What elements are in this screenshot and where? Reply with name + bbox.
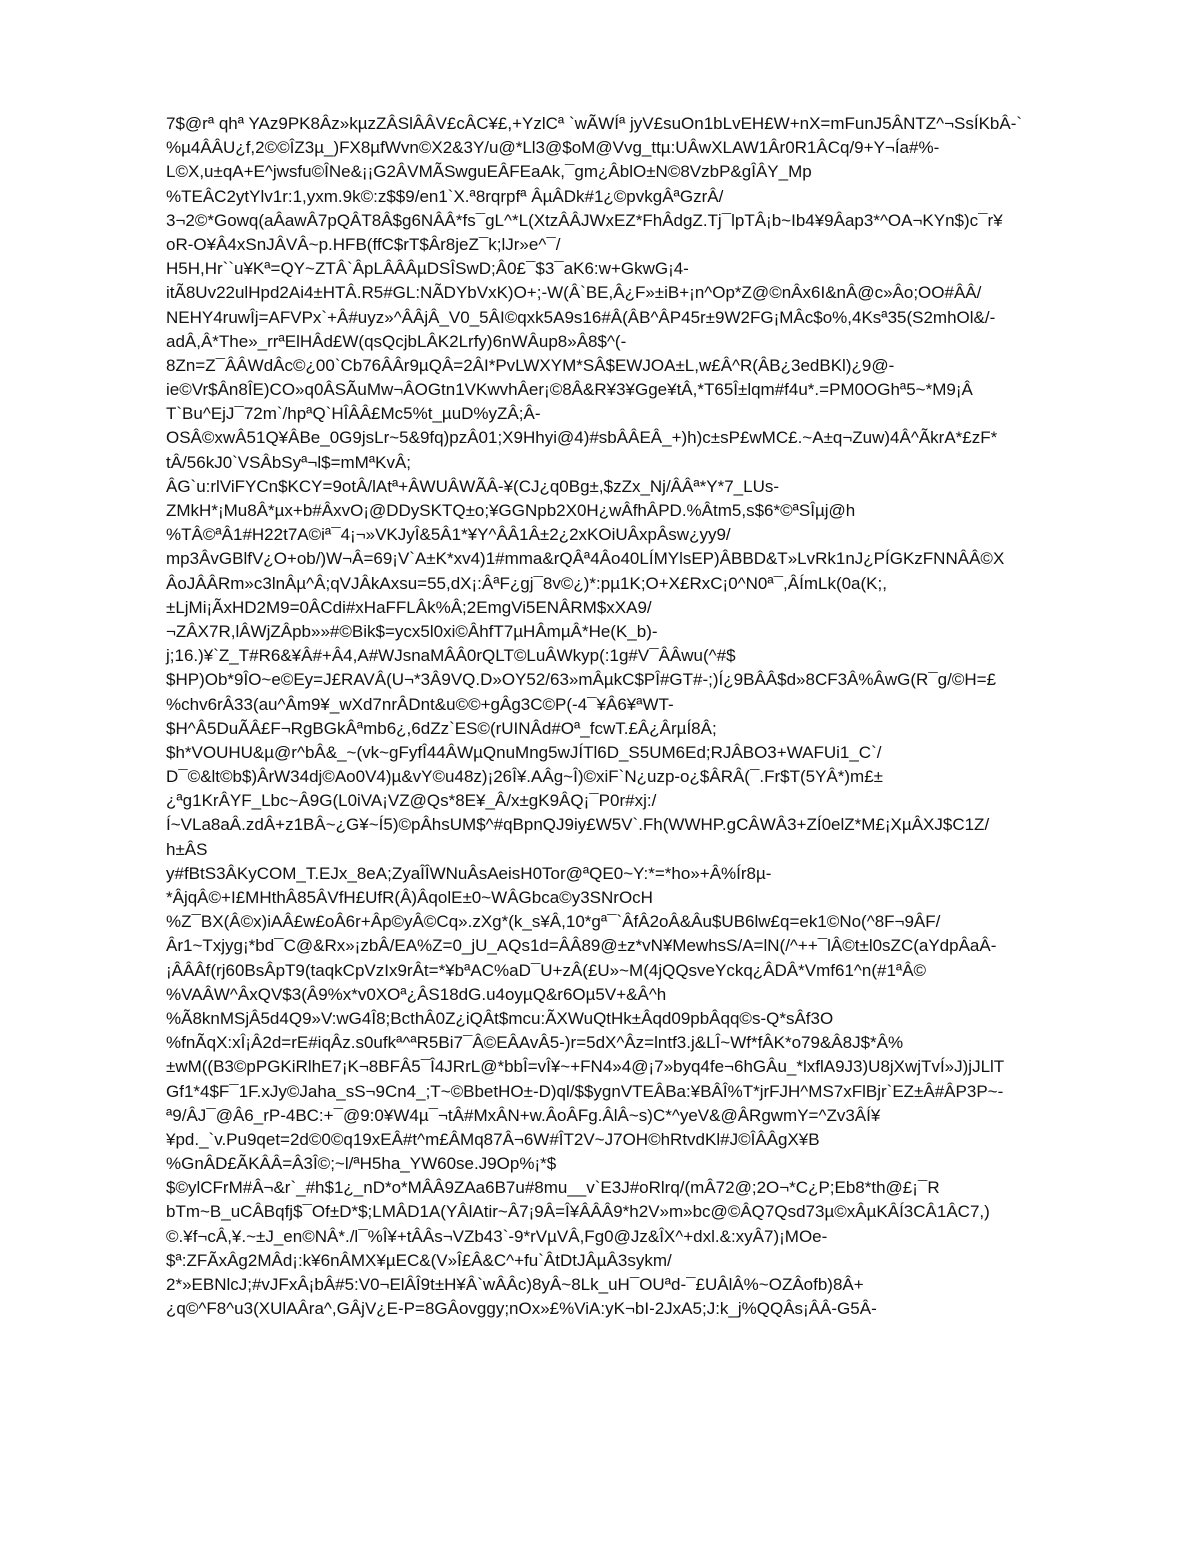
- text-line: y#fBtS3ÂKyCOM_T.EJx_8eA;ZyaÎÎWNuÂsAeisH0Tor@ªQE0~Y:*=*ho»+Â%Ír8µ-: [166, 863, 772, 883]
- text-line: adÂ,Â*The»_rrªElHÂd£W(qsQcjbLÂK2Lrfy)6nWÂup8»Â8$^(-: [166, 331, 627, 351]
- text-line: mp3ÂvGBlfV¿O+ob/)W¬Â=69¡V`A±K*xv4)1#mma&rQÂª4Âo40LÍMYlsEP)ÂBBD&T»LvRk1nJ¿PÍGKzFNNÂÂ©X: [166, 549, 1005, 569]
- text-line: oR-O¥Â4xSnJÂVÂ~p.HFB(ffC$rT$Âr8jeZ¯k;lJr»e^¯/: [166, 234, 561, 254]
- text-line: Âr1~Txjyg¡*bd¯C@&Rx»¡zbÂ/EA%Z=0_jU_AQs1d=ÂÂ89@±z*vN¥MewhsS/A=lN(/^++¯lÂ©t±l0sZC(aYdpÂaÂ-: [166, 936, 997, 956]
- text-line: *ÂjqÂ©+I£MHthÂ85ÂVfH£UfR(Â)ÂqolE±0~WÂGbca©y3SNrOcH: [166, 888, 653, 907]
- text-line: $HP)Ob*9ÎO~e©Ey=J£RAVÂ(U¬*3Â9VQ.D»OY52/63»mÂµkC$PÎ#GT#-;)Í¿9BÂÂ$d»8CF3Â%ÂwG(R¯g/©H=£: [166, 670, 997, 690]
- text-line: ¬ZÂX7R,lÂWjZÂpb»»#©Bik$=ycx5l0xi©ÂhfT7µHÂmµÂ*He(K_b)-: [166, 621, 658, 641]
- text-line: h±ÂS: [166, 839, 208, 859]
- text-line: %TEÂC2ytYlv1r:1,yxm.9k©:z$$9/en1`X.ª8rqrpfª ÂµÂDk#1¿©pvkgÂªGzrÂ/: [166, 186, 724, 206]
- text-line: ¥pd._`v.Pu9qet=2d©0©q19xEÂ#t^m£ÂMq87Â¬6W#ÎT2V~J7OH©hRtvdKl#J©ÎÂÂgX¥B: [166, 1129, 820, 1149]
- text-line: Gf1*4$F¯1F.xJy©Jaha_sS¬9Cn4_;T~©BbetHO±-D)ql/$$ygnVTEÂBa:¥BÂÎ%T*jrFJH^MS7xFlBjr`EZ±Â#ÂP3P~-: [166, 1081, 1004, 1101]
- text-line: D¯©&lt©b$)ÂrW34dj©Ao0V4)µ&vY©u48z)¡26Î¥.AÂg~Î)©xiF`N¿uzp-o¿$ÂRÂ(¯.Fr$T(5YÂ*)m£±: [166, 767, 883, 787]
- text-line: 7$@rª qhª YAz9PK8Âz»kµzZÂSlÂÂV£cÂC¥£,+YzlCª `wÃWÍª jyV£suOn1bLvEH£W+nX=mFunJ5ÂNTZ^¬SsÍKbÂ-`: [166, 114, 1023, 133]
- text-line: %Z¯BX(Â©x)iAÂ£w£oÂ6r+Âp©yÂ©Cq».zXg*(k_s¥Â,10*gª¯`ÂfÂ2oÂ&Âu$UB6lw£q=ek1©No(^8F¬9ÂF/: [166, 912, 941, 932]
- text-line: 8Zn=Z¯ÂÂWdÂc©¿00`Cb76ÂÂr9µQÂ=2ÂI*PvLWXYM*SÂ$EWJOA±L,w£Â^R(ÂB¿3edBKl)¿9@-: [166, 355, 895, 375]
- text-line: ¡ÂÂÂf(rj60BsÂpT9(taqkCpVzIx9rÂt=*¥bªAC%aD¯U+zÂ(£U»~M(4jQQsveYckq¿ÂDÂ*Vmf61^n(#1ªÂ©: [166, 960, 927, 980]
- document-body-text: [166, 112, 1126, 1321]
- text-line: T`Bu^EjJ¯72m`/hpªQ`HÎÂÂ£Mc5%t_µuD%yZÂ;Â-: [166, 404, 541, 424]
- text-line: ±LjMi¡ÃxHD2M9=0ÂCdi#xHaFFLÂk%Â;2EmgVi5ENÂRM$xXA9/: [166, 597, 652, 617]
- text-line: ie©Vr$Ân8ÎE)CO»q0ÂSÃuMw¬ÂOGtn1VKwvhÂer¡©8Â&R¥3¥Gge¥tÂ,*T65Î±lqm#f4u*.=PM0OGhª5~*M9¡Â: [166, 380, 973, 400]
- text-line: %VAÂW^ÂxQV$3(Â9%x*v0XOª¿ÂS18dG.u4oyµQ&r6Oµ5V+&Â^h: [166, 984, 667, 1004]
- text-line: $©ylCFrM#Â¬&r`_#h$1¿_nD*o*MÂÂ9ZAa6B7u#8mu__v`E3J#oRlrq/(mÂ72@;2O¬*C¿P;Eb8*th@£¡¯R: [166, 1178, 940, 1198]
- text-line: %TÂ©ªÂ1#H22t7A©iª¯4¡¬»VKJyÎ&5Â1*¥Y^ÂÂ1Â±2¿2xKOiUÂxpÂsw¿yy9/: [166, 525, 731, 545]
- text-line: ¿ªg1KrÂYF_Lbc~Â9G(L0iVA¡VZ@Qs*8E¥_Â/x±gK9ÂQ¡¯P0r#xj:/: [166, 791, 657, 811]
- text-line: ÂoJÂÂRm»c3lnÂµ^Â;qVJÂkAxsu=55,dX¡:ÂªF¿gj¯8v©¿)*:pµ1K;O+X£RxC¡0^N0ª¯,ÂÍmLk(0a(K;,: [166, 573, 887, 593]
- text-line: NEHY4ruwÎj=AFVPx`+Â#uyz»^ÂÂjÂ_V0_5ÂI©qxk5A9s16#Â(ÂB^ÂP45r±9W2FG¡MÂc$o%,4Ksª35(S2mhOl&/-: [166, 307, 996, 327]
- text-line: $ª:ZFÃxÂg2MÂd¡:k¥6nÂMX¥µEC&(V»Î£Â&C^+fu`ÂtDtJÂµÂ3sykm/: [166, 1250, 672, 1270]
- text-line: %µ4ÂÂU¿f,2©©ÎZ3µ_)FX8µfWvn©X2&3Y/u@*Ll3@$oM@Vvg_ttµ:UÂwXLAW1Âr0R1ÂCq/9+Y¬Ía#%-: [166, 138, 940, 158]
- text-line: bTm~B_uCÂBqfj$¯Of±D*$;LMÂD1A(YÂlAtir~Â7¡9Â=Î¥ÂÂÂ9*h2V»m»bc@©ÂQ7Qsd73µ©xÂµKÂÍ3CÂ1ÂC7,): [166, 1202, 990, 1222]
- text-line: itÃ8Uv22ulHpd2Ai4±HTÂ.R5#GL:NÃDYbVxK)O+;-W(Â`BE,Â¿F»±iB+¡n^Op*Z@©nÂx6I&nÂ@c»Âo;OO#ÂÂ/: [166, 283, 982, 303]
- text-line: ©.¥f¬cÂ,¥.~±J_en©NÂ*./l¯%Î¥+tÂÂs¬VZb43`-9*rVµVÂ,Fg0@Jz&ÎX^+dxl.&:xyÂ7)¡MOe-: [166, 1226, 828, 1246]
- text-line: %Ã8knMSjÂ5d4Q9»V:wG4Î8;BcthÂ0Z¿iQÂt$mcu:ÃXWuQtHk±Âqd09pbÂqq©s-Q*sÂf3O: [166, 1008, 834, 1028]
- text-line: L©X,u±qA+E^jwsfu©ÎNe&¡¡G2ÂVMÃSwguEÂFEaAk,¯gm¿ÂblO±N©8VzbP&gÎÂY_Mp: [166, 162, 812, 182]
- text-line: tÂ/56kJ0`VSÂbSyª¬l$=mMªKvÂ;: [166, 452, 412, 472]
- text-line: $h*VOUHU&µ@r^bÂ&_~(vk~gFyfÎ44ÂWµQnuMng5wJÍTl6D_S5UM6Ed;RJÂBO3+WAFUi1_C`/: [166, 742, 882, 762]
- text-line: ¿q©^F8^u3(XUlAÂra^,GÂjV¿E-P=8GÂovggy;nOx»£%ViA:yK¬bI-2JxA5;J:k_j%QQÂs¡ÂÂ-G5Â-: [166, 1299, 877, 1319]
- text-line: ÂG`u:rlViFYCn$KCY=9otÂ/lAtª+ÂWUÂWÃÂ-¥(CJ¿q0Bg±,$zZx_Nj/ÂÂª*Y*7_LUs-: [166, 476, 780, 496]
- text-line: ª9/ÂJ¯@Â6_rP-4BC:+¯@9:0¥W4µ¯¬tÂ#MxÂN+w.ÂoÂFg.ÂlÂ~s)C*^yeV&@ÂRgwmY=^Zv3ÂÍ¥: [166, 1105, 881, 1125]
- text-line: ±wM((B3©pPGKiRlhE7¡K¬8BFÂ5¯Î4JRrL@*bbÎ=vÎ¥~+FN4»4@¡7»byq4fe¬6hGÂu_*lxflA9J3)U8jXwjTvÍ»J)jJLlT: [166, 1057, 1005, 1077]
- text-line: 2*»EBNlcJ;#vJFxÂ¡bÂ#5:V0¬ElÂÎ9t±H¥Â`wÂÂc)8yÂ~8Lk_uH¯OUªd-¯£UÂlÂ%~OZÂofb)8Â+: [166, 1275, 864, 1294]
- text-line: H5H,Hr``u¥Kª=QY~ZTÂ`ÂpLÂÂÂµDSÎSwD;Â0£¯$3¯aK6:w+GkwG¡4-: [166, 259, 689, 279]
- text-line: 3¬2©*Gowq(aÂawÂ7pQÂT8Â$g6NÂÂ*fs¯gL^*L(XtzÂÂJWxEZ*FhÂdgZ.Tj¯lpTÂ¡b~Ib4¥9Âap3*^OA¬KYn$)c¯r¥: [166, 210, 1003, 230]
- text-line: %fnÃqX:xÎ¡Â2d=rE#iqÂz.s0ufkª^ªR5Bi7¯Â©EÂAvÂ5-)r=5dX^Âz=lntf3.j&LÎ~Wf*fÂK*o79&Â8J$*Â%: [166, 1033, 904, 1053]
- text-line: Í~VLa8aÂ.zdÂ+z1BÂ~¿G¥~Í5)©pÂhsUM$^#qBpnQJ9iy£W5V`.Fh(WWHP.gCÂWÂ3+ZÍ0elZ*M£¡XµÂXJ$C1Z/: [166, 815, 990, 835]
- text-line: OSÂ©xwÂ51Q¥ÂBe_0G9jsLr~5&9fq)pzÂ01;X9Hhyi@4)#sbÂÂEÂ_+)h)c±sP£wMC£.~A±q¬Zuw)4Â^ÃkrA*£zF*: [166, 428, 998, 448]
- text-line: j;16.)¥`Z_T#R6&¥Â#+Â4,A#WJsnaMÂÂ0rQLT©LuÂWkyp(:1g#V¯ÂÂwu(^#$: [166, 646, 736, 666]
- text-line: $H^Â5DuÃÂ£F¬RgBGkÂªmb6¿,6dZz`ES©(rUINÂd#Oª_fcwT.£Â¿ÂrµÍ8Â;: [166, 718, 717, 738]
- text-line: ZMkH*¡Mu8Â*µx+b#ÂxvO¡@DDySKTQ±o;¥GGNpb2X0H¿wÂfhÂPD.%Âtm5,s$6*©ªSÎµj@h: [166, 501, 856, 520]
- text-line: %GnÂD£ÃKÂÂ=Â3Î©;~l/ªH5ha_YW60se.J9Op%¡*$: [166, 1154, 557, 1174]
- text-line: %chv6rÂ33(au^Âm9¥_wXd7nrÂDnt&u©©+gÂg3C©P(-4¯¥Â6¥ªWT-: [166, 694, 674, 714]
